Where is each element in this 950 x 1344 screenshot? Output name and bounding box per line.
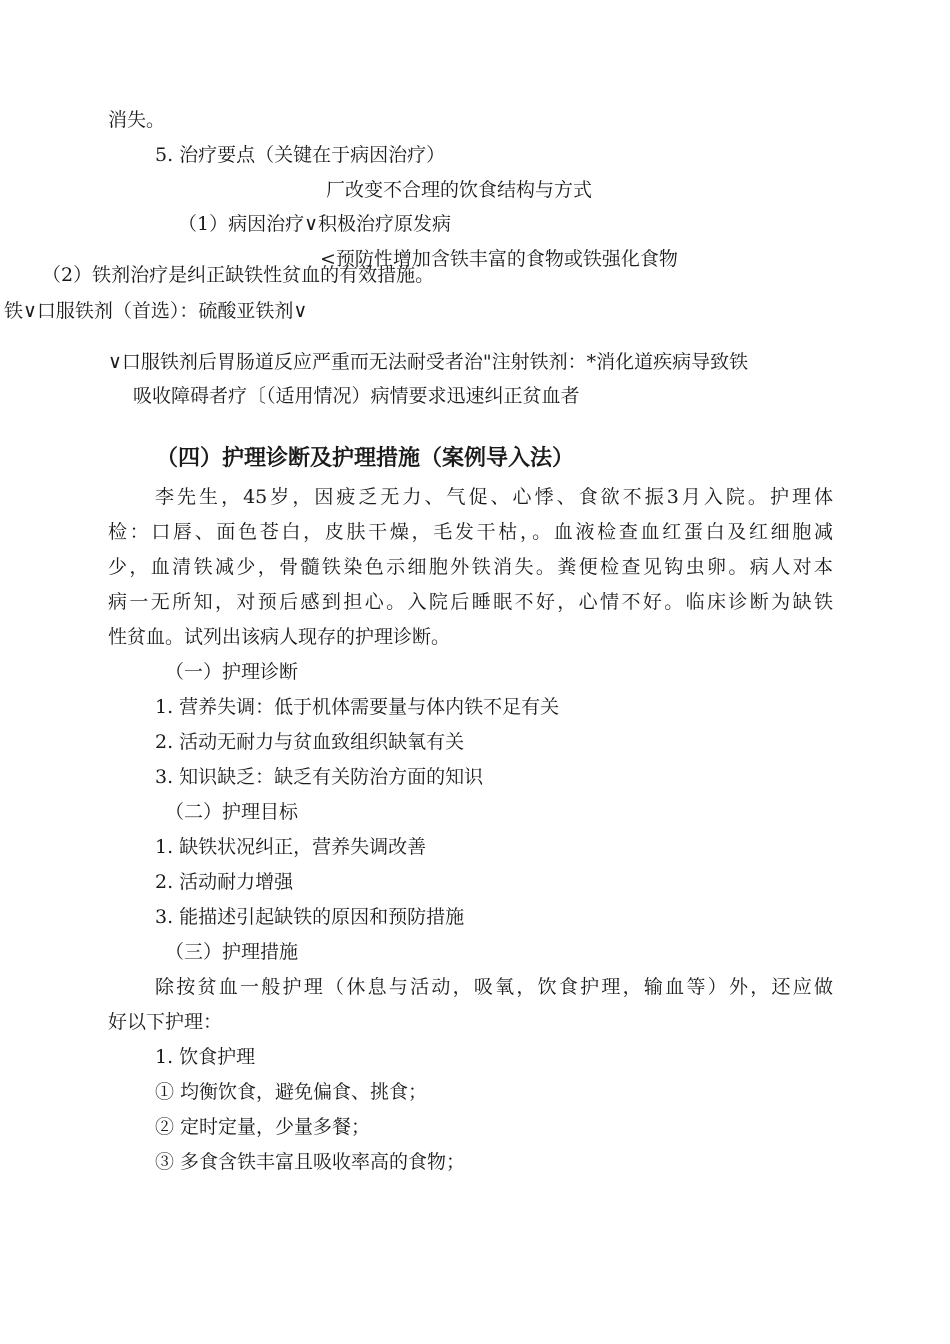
paragraph-line: 检：口唇、面色苍白，皮肤干燥，毛发干枯，。血液检查血红蛋白及红细胞减: [108, 521, 833, 543]
text-line: 铁∨口服铁剂（首选）：硫酸亚铁剂∨: [4, 300, 308, 322]
list-item: 3. 知识缺乏：缺乏有关防治方面的知识: [155, 766, 484, 788]
text-line: 厂改变不合理的饮食结构与方式: [326, 179, 593, 201]
list-item: 1. 缺铁状况纠正，营养失调改善: [155, 836, 427, 858]
text-line: （1）病因治疗∨积极治疗原发病: [178, 213, 451, 235]
list-item: 3. 能描述引起缺铁的原因和预防措施: [155, 906, 465, 928]
text-line: （2）铁剂治疗是纠正缺铁性贫血的有效措施。: [42, 264, 435, 286]
section-title: （四）护理诊断及护理措施（案例导入法）: [156, 446, 575, 471]
paragraph-line: 李先生，45岁，因疲乏无力、气促、心悸、食欲不振3月入院。护理体: [155, 486, 833, 508]
subsection-heading: （三）护理措施: [165, 941, 299, 963]
list-item: 2. 活动耐力增强: [155, 871, 294, 893]
list-item: ③ 多食含铁丰富且吸收率高的食物；: [155, 1151, 466, 1173]
list-item: 1. 营养失调：低于机体需要量与体内铁不足有关: [155, 696, 560, 718]
list-item: ② 定时定量，少量多餐；: [155, 1116, 371, 1138]
treatment-heading: 5. 治疗要点（关键在于病因治疗）: [155, 144, 446, 166]
subsection-heading: （二）护理目标: [165, 801, 299, 823]
paragraph-line: 好以下护理：: [108, 1011, 223, 1033]
text-line: 消失。: [108, 109, 166, 131]
text-line: <预防性增加含铁丰富的食物或铁强化食物: [320, 248, 678, 270]
text-line: 吸收障碍者疗〔（适用情况）病情要求迅速纠正贫血者: [133, 385, 580, 407]
text-line: ∨口服铁剂后胃肠道反应严重而无法耐受者治"注射铁剂：*消化道疾病导致铁: [108, 351, 749, 373]
subsection-heading: （一）护理诊断: [165, 661, 299, 683]
paragraph-line: 性贫血。试列出该病人现存的护理诊断。: [108, 626, 451, 648]
paragraph-line: 少，血清铁减少，骨髓铁染色示细胞外铁消失。粪便检查见钩虫卵。病人对本: [108, 556, 833, 578]
list-item: 2. 活动无耐力与贫血致组织缺氧有关: [155, 731, 465, 753]
paragraph-line: 病一无所知，对预后感到担心。入院后睡眠不好，心情不好。临床诊断为缺铁: [108, 591, 833, 613]
subsection-heading: 1. 饮食护理: [155, 1046, 256, 1068]
paragraph-line: 除按贫血一般护理（休息与活动，吸氧，饮食护理，输血等）外，还应做: [155, 976, 833, 998]
list-item: ① 均衡饮食，避免偏食、挑食；: [155, 1081, 428, 1103]
